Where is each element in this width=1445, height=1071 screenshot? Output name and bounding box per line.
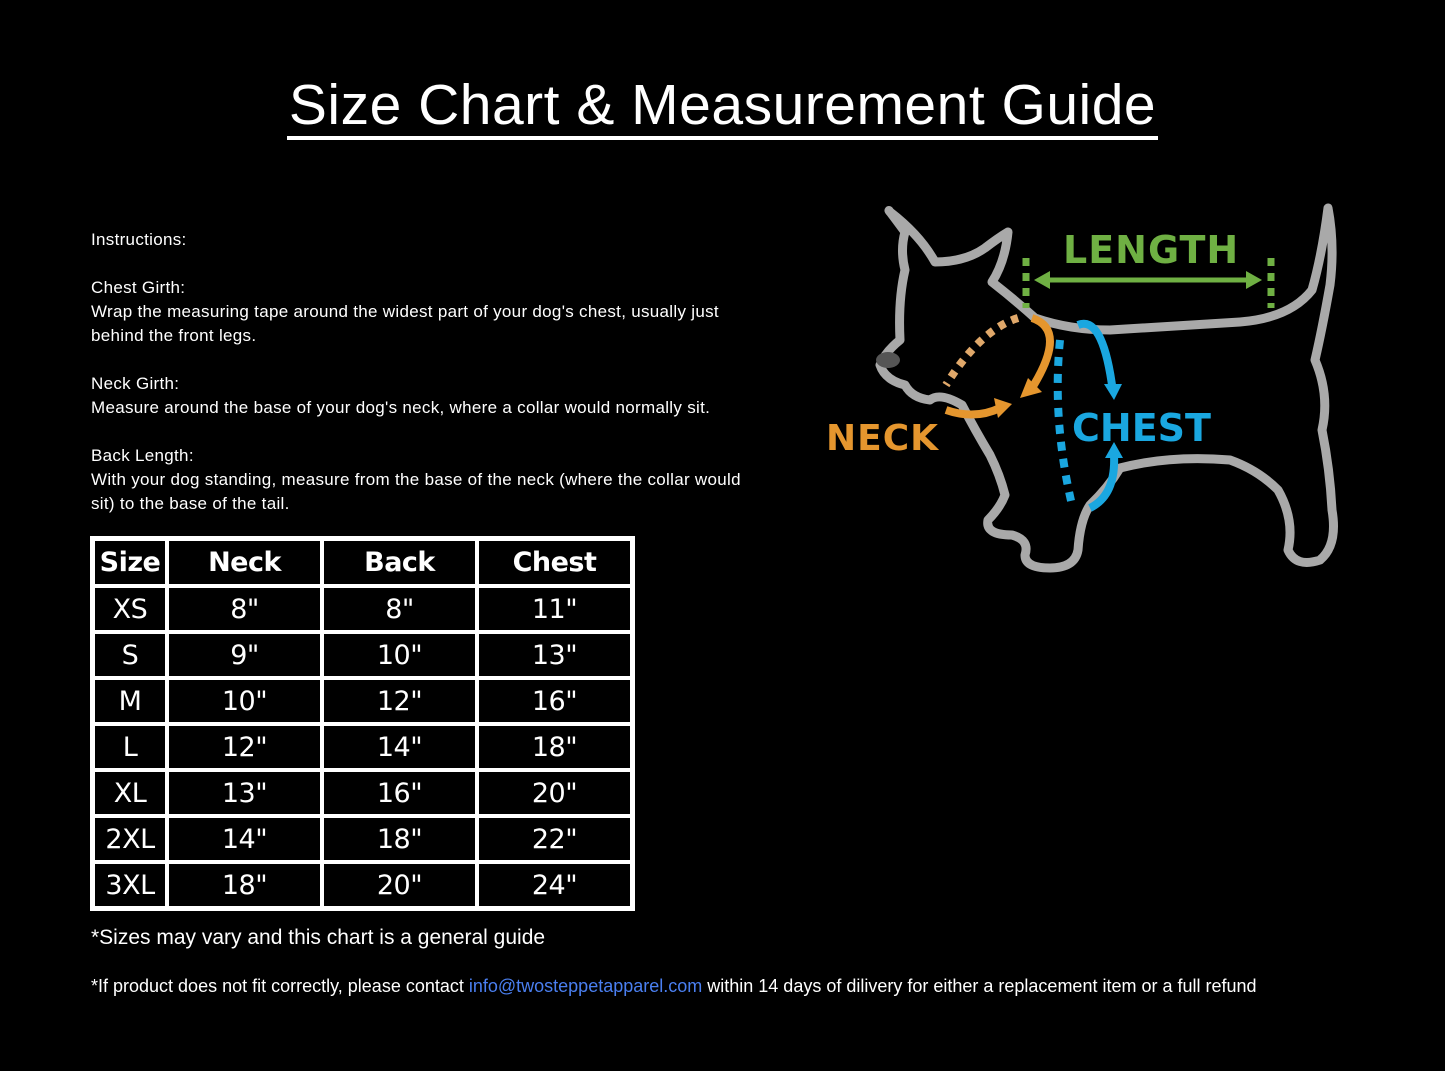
cell-chest: 24": [477, 862, 632, 908]
page-title-text: Size Chart & Measurement Guide: [287, 74, 1158, 140]
table-row: [93, 724, 632, 770]
contact-note-suffix: within 14 days of dilivery for either a replacement item or a full refund: [702, 976, 1257, 996]
contact-email-link[interactable]: info@twosteppetapparel.com: [468, 976, 703, 996]
cell-size: 2XL: [93, 816, 167, 862]
cell-neck: 13": [167, 770, 322, 816]
neck-arrow-lower-head: [994, 398, 1012, 418]
contact-note: [91, 974, 1257, 998]
cell-neck: 12": [167, 724, 322, 770]
chest-label: CHEST: [1072, 406, 1211, 450]
table-row: [93, 678, 632, 724]
cell-neck: 18": [167, 862, 322, 908]
cell-back: 12": [322, 678, 477, 724]
chest-arrow-upper-head: [1104, 384, 1122, 400]
cell-back: 14": [322, 724, 477, 770]
chest-dashed-line: [1058, 340, 1072, 505]
cell-size: 3XL: [93, 862, 167, 908]
general-guide-note: *Sizes may vary and this chart is a general guide: [91, 926, 546, 949]
spacer: [91, 420, 791, 444]
cell-neck: 9": [167, 632, 322, 678]
cell-size: S: [93, 632, 167, 678]
dog-nose: [876, 352, 900, 368]
cell-neck: 14": [167, 816, 322, 862]
neck-girth-heading: Neck Girth:: [91, 374, 180, 393]
table-header-row: [93, 539, 632, 586]
cell-back: 20": [322, 862, 477, 908]
cell-back: 18": [322, 816, 477, 862]
spacer: [91, 252, 791, 276]
neck-dashed-line: [946, 318, 1018, 385]
cell-back: 16": [322, 770, 477, 816]
cell-chest: 13": [477, 632, 632, 678]
cell-chest: 16": [477, 678, 632, 724]
chest-girth-text: Wrap the measuring tape around the widest part of your dog's chest, usually just behind the front legs.: [91, 302, 719, 345]
instructions-block: [91, 228, 791, 516]
header-neck: Neck: [167, 539, 322, 586]
back-length-heading: Back Length:: [91, 446, 194, 465]
table-row: [93, 586, 632, 632]
neck-arrow-upper: [1032, 318, 1050, 388]
contact-note-prefix: *If product does not fit correctly, please contact: [91, 976, 469, 996]
header-chest: Chest: [477, 539, 632, 586]
cell-chest: 20": [477, 770, 632, 816]
cell-neck: 8": [167, 586, 322, 632]
table-row: [93, 770, 632, 816]
cell-neck: 10": [167, 678, 322, 724]
header-size: Size: [93, 539, 167, 586]
cell-chest: 11": [477, 586, 632, 632]
size-table: [90, 536, 635, 911]
chest-girth-heading: Chest Girth:: [91, 278, 186, 297]
cell-back: 8": [322, 586, 477, 632]
cell-chest: 18": [477, 724, 632, 770]
neck-girth-text: Measure around the base of your dog's neck, where a collar would normally sit.: [91, 398, 711, 417]
instructions-heading: Instructions:: [91, 230, 187, 249]
table-row: [93, 816, 632, 862]
page-title: [0, 70, 1445, 140]
header-back: Back: [322, 539, 477, 586]
length-arrow-right-head: [1246, 271, 1262, 289]
cell-size: XS: [93, 586, 167, 632]
neck-arrow-lower: [946, 408, 1000, 415]
table-row: [93, 632, 632, 678]
cell-size: M: [93, 678, 167, 724]
length-arrow-left-head: [1034, 271, 1050, 289]
cell-size: XL: [93, 770, 167, 816]
table-row: [93, 862, 632, 908]
length-label: LENGTH: [1063, 228, 1240, 272]
neck-label: NECK: [826, 418, 940, 459]
cell-size: L: [93, 724, 167, 770]
cell-back: 10": [322, 632, 477, 678]
spacer: [91, 348, 791, 372]
back-length-text: With your dog standing, measure from the base of the neck (where the collar would sit) to the base of the tail.: [91, 470, 741, 513]
cell-chest: 22": [477, 816, 632, 862]
